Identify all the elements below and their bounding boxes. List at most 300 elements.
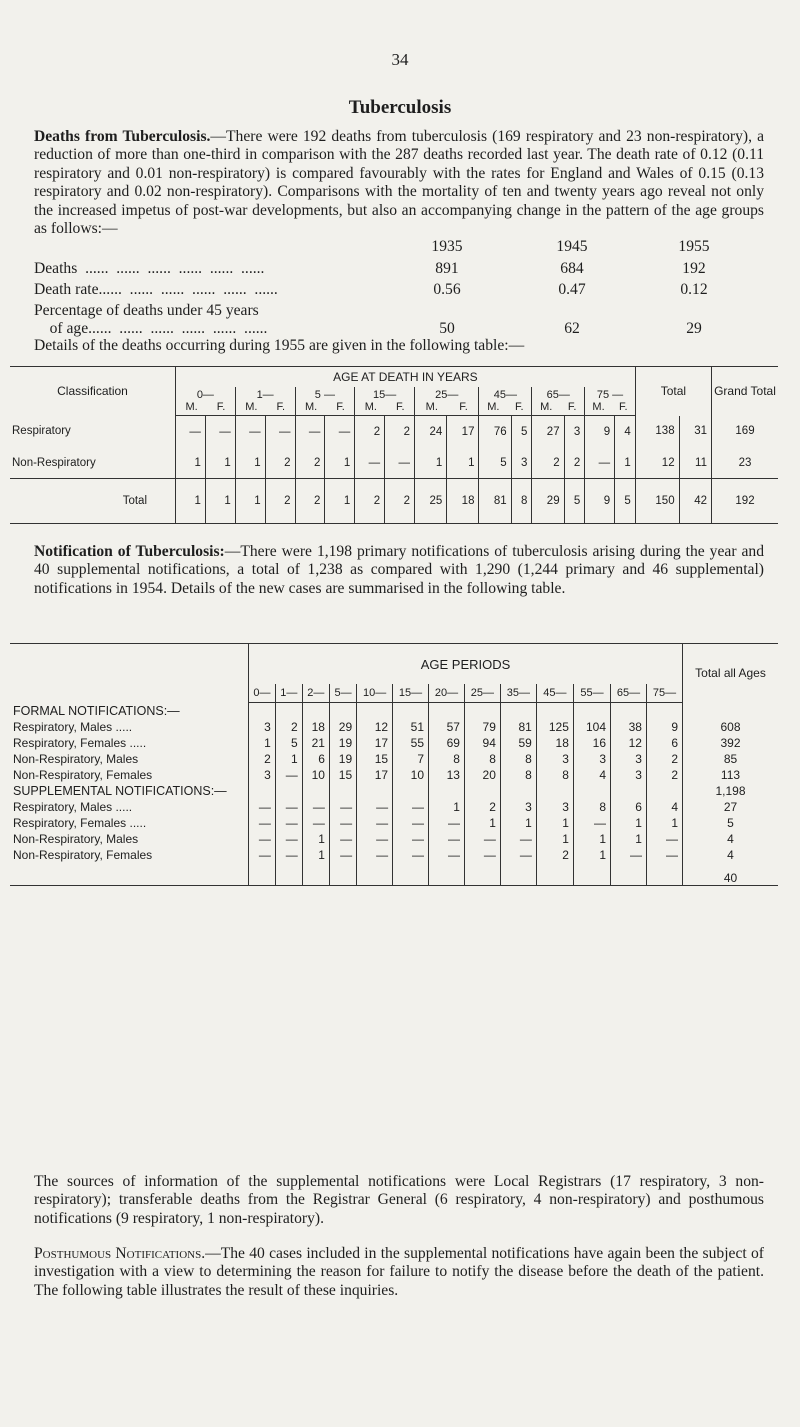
year-heading: 1935 — [431, 238, 463, 255]
table-cell: 4 — [646, 799, 682, 815]
table-cell: 1 — [611, 815, 647, 831]
table-cell: 1 — [429, 799, 465, 815]
table-cell: 169 — [712, 416, 779, 448]
table-cell: 17 — [357, 767, 393, 783]
age-band-header: 45— — [536, 684, 573, 703]
deaths-paragraph — [34, 128, 764, 238]
row-label: Non-Respiratory — [12, 456, 96, 469]
section-row — [10, 783, 778, 799]
table-cell: — — [205, 416, 235, 448]
empty-cell — [573, 783, 610, 799]
female-label: F. — [459, 401, 468, 413]
empty-cell — [611, 783, 647, 799]
table-cell: 2 — [532, 447, 564, 479]
table-cell: — — [302, 815, 329, 831]
table-cell: 2 — [385, 416, 415, 448]
empty-cell — [329, 703, 356, 720]
empty-cell — [357, 783, 393, 799]
table-cell: 2 — [355, 416, 385, 448]
table-cell: — — [573, 815, 610, 831]
table-cell: — — [249, 847, 276, 863]
table-cell: — — [357, 815, 393, 831]
notifications-table — [10, 643, 778, 886]
age-group-header — [532, 387, 585, 416]
table-row — [10, 447, 778, 479]
table-cell: — — [265, 416, 295, 448]
table-cell: — — [249, 815, 276, 831]
age-group-label: 75 — — [596, 389, 624, 401]
table-cell: 1 — [205, 447, 235, 479]
header-row — [10, 644, 778, 685]
table-cell: 4 — [573, 767, 610, 783]
deaths-text: —There were 192 deaths from tuberculosis (169 respiratory and 23 non-respiratory), a reduction of more than one-third in comparison with the 287 deaths recorded last year. The death rate of 0.12 (0.11 respiratory and 0.01 non-respiratory) is compared favourably with the rates for England and Wales of 0.15 (0.13 respiratory and 0.02 non-respiratory). Comparisons with the mortality of ten and twenty years ago reveal not only the increased impetus of post-war developments, but also an accompanying change in the pattern of the age groups as follows:— — [34, 128, 765, 238]
empty-cell — [302, 783, 329, 799]
table-cell: 27 — [532, 416, 564, 448]
table-cell: 76 — [479, 416, 511, 448]
classification-header: Classification — [57, 384, 128, 399]
notification-paragraph — [34, 543, 764, 598]
empty-cell — [464, 863, 500, 886]
empty-cell — [329, 783, 356, 799]
table-cell: 29 — [532, 479, 564, 524]
age-group-label: 65— — [546, 389, 570, 401]
table-cell: 3 — [564, 416, 585, 448]
table-cell: — — [329, 799, 356, 815]
table-cell: 1 — [325, 479, 355, 524]
table-cell: 1 — [302, 831, 329, 847]
table-cell: 2 — [265, 479, 295, 524]
table-cell: 7 — [393, 751, 429, 767]
table-cell: 5 — [511, 416, 532, 448]
age-band-header: 0— — [249, 684, 276, 703]
table-cell: 16 — [573, 735, 610, 751]
empty-cell — [646, 703, 682, 720]
comparison-value: 0.56 — [433, 281, 461, 298]
deaths-table — [10, 366, 778, 524]
table-row — [10, 847, 778, 863]
table-cell: 9 — [585, 479, 615, 524]
table-cell: 1 — [275, 751, 302, 767]
female-label: F. — [216, 401, 226, 413]
notification-text: —There were 1,198 primary notifications of tuberculosis arising during the year and 40 supplemental notifications, a total of 1,238 as compared with 1,290 (1,244 primary and 46 supplemental) notifications in 1954. Details of the new cases are summarised in the following table. — [34, 543, 765, 597]
row-total: 5 — [683, 815, 779, 831]
table-cell: 18 — [302, 719, 329, 735]
table-cell: — — [611, 847, 647, 863]
row-label: Total — [10, 479, 176, 524]
table-cell: — — [393, 831, 429, 847]
empty-cell — [500, 703, 536, 720]
table-cell: 17 — [357, 735, 393, 751]
age-group-header — [235, 387, 295, 416]
table-cell: — — [249, 831, 276, 847]
table-cell: 42 — [679, 479, 711, 524]
empty-cell — [536, 863, 573, 886]
table-cell: 10 — [302, 767, 329, 783]
empty-cell — [611, 703, 647, 720]
table-row — [10, 767, 778, 783]
table-cell: 1 — [536, 815, 573, 831]
female-label: F. — [336, 401, 345, 413]
table-cell: 2 — [564, 447, 585, 479]
table-cell: 9 — [585, 416, 615, 448]
table-cell: 5 — [275, 735, 302, 751]
age-group-label: 25— — [435, 389, 459, 401]
deaths-heading: Deaths from Tuberculosis. — [34, 128, 211, 145]
empty-cell — [573, 863, 610, 886]
table-cell: 29 — [329, 719, 356, 735]
table-cell: 2 — [536, 847, 573, 863]
table-cell: — — [176, 416, 206, 448]
empty-cell — [393, 703, 429, 720]
table-cell: — — [357, 831, 393, 847]
table-cell: 1 — [611, 831, 647, 847]
table-cell: 18 — [447, 479, 479, 524]
table-cell: 2 — [295, 447, 325, 479]
table-cell: 12 — [357, 719, 393, 735]
posthumous-heading: Posthumous Notifications. — [34, 1245, 206, 1262]
table-cell: 8 — [536, 767, 573, 783]
empty-cell — [536, 703, 573, 720]
table-cell: — — [235, 416, 265, 448]
row-total: 85 — [683, 751, 779, 767]
comparison-years — [34, 238, 764, 258]
male-label: M. — [245, 401, 258, 413]
table-cell: 17 — [447, 416, 479, 448]
sources-paragraph: The sources of information of the supplemental notifications were Local Registrars (17 respiratory, 3 non-respiratory); transferable deaths from the Registrar General (6 respiratory, 4 non-respiratory) and posthumous notifications (9 respiratory, 1 non-respiratory). — [34, 1173, 764, 1227]
table-cell: 81 — [500, 719, 536, 735]
table-cell: 1 — [464, 815, 500, 831]
empty-cell — [536, 783, 573, 799]
table-row — [10, 735, 778, 751]
table-cell: 1 — [415, 447, 447, 479]
age-band-header: 20— — [429, 684, 465, 703]
table-cell: — — [329, 847, 356, 863]
table-cell: 18 — [536, 735, 573, 751]
header-row — [10, 367, 778, 388]
comparison-value: 50 — [439, 320, 455, 337]
table-cell: 1 — [235, 447, 265, 479]
table-cell: 94 — [464, 735, 500, 751]
sex-labels — [479, 401, 531, 413]
table-cell: 192 — [712, 479, 779, 524]
table-cell: 1 — [325, 447, 355, 479]
table-cell: 2 — [249, 751, 276, 767]
table-cell: — — [355, 447, 385, 479]
table-cell: 1 — [176, 447, 206, 479]
comparison-row — [34, 281, 764, 301]
table-cell: — — [500, 847, 536, 863]
table-cell: 1 — [536, 831, 573, 847]
table-cell: — — [429, 831, 465, 847]
female-label: F. — [619, 401, 628, 413]
table-cell: 8 — [429, 751, 465, 767]
age-band-header: 10— — [357, 684, 393, 703]
table-row — [10, 799, 778, 815]
table-cell: 3 — [249, 767, 276, 783]
table-cell: 8 — [500, 751, 536, 767]
sex-labels — [585, 401, 635, 413]
empty-cell — [249, 703, 276, 720]
table-cell: — — [275, 847, 302, 863]
table-cell: 2 — [385, 479, 415, 524]
posthumous-paragraph — [34, 1245, 764, 1300]
total-all-ages-header: Total all Ages — [683, 644, 779, 703]
male-label: M. — [540, 401, 553, 413]
row-total: 4 — [683, 831, 779, 847]
table-cell: 6 — [646, 735, 682, 751]
row-label: Non-Respiratory, Males — [13, 832, 139, 846]
table-cell: 4 — [615, 416, 636, 448]
empty-cell — [646, 783, 682, 799]
year-heading: 1955 — [678, 238, 710, 255]
table-cell: — — [464, 831, 500, 847]
table-row — [10, 815, 778, 831]
table-cell: — — [585, 447, 615, 479]
section-total — [683, 703, 779, 720]
comparison-label: Death rate...... ...... ...... ...... ...... ...... — [34, 281, 278, 298]
row-label: Respiratory, Females ..... — [13, 816, 147, 830]
table-cell: 9 — [646, 719, 682, 735]
table-cell: 1 — [615, 447, 636, 479]
empty-cell — [393, 863, 429, 886]
male-label: M. — [304, 401, 318, 413]
table-cell: — — [646, 847, 682, 863]
female-label: F. — [515, 401, 524, 413]
table-cell: 2 — [646, 767, 682, 783]
age-group-label: 45— — [493, 389, 518, 401]
table-cell: 51 — [393, 719, 429, 735]
table-cell: 31 — [679, 416, 711, 448]
empty-cell — [357, 863, 393, 886]
row-label: Respiratory, Males ..... — [13, 800, 133, 814]
table-cell: 3 — [536, 799, 573, 815]
table-cell: 15 — [329, 767, 356, 783]
male-label: M. — [364, 401, 377, 413]
empty-cell — [302, 863, 329, 886]
male-label: M. — [185, 401, 198, 413]
age-band-header: 55— — [573, 684, 610, 703]
table-cell: 3 — [536, 751, 573, 767]
table-cell: 5 — [564, 479, 585, 524]
table-cell: 125 — [536, 719, 573, 735]
table-cell: 5 — [615, 479, 636, 524]
comparison-row — [34, 260, 764, 280]
age-band-header: 65— — [611, 684, 647, 703]
label-header — [10, 644, 249, 703]
table-cell: — — [646, 831, 682, 847]
female-label: F. — [276, 401, 285, 413]
page-number: 34 — [391, 50, 409, 69]
empty-cell — [249, 863, 276, 886]
age-group-header — [585, 387, 636, 416]
page-title: Tuberculosis — [348, 97, 452, 118]
details-line: Details of the deaths occurring during 1955 are given in the following table:— — [34, 337, 525, 354]
table-cell: — — [275, 815, 302, 831]
table-cell: 55 — [393, 735, 429, 751]
table-cell: 20 — [464, 767, 500, 783]
table-cell: 6 — [611, 799, 647, 815]
row-total: 392 — [683, 735, 779, 751]
empty-cell — [329, 863, 356, 886]
sex-labels — [236, 401, 295, 413]
age-band-header: 75— — [646, 684, 682, 703]
age-group-header — [479, 387, 532, 416]
table-cell: 15 — [357, 751, 393, 767]
table-cell: 1 — [205, 479, 235, 524]
section-heading: FORMAL NOTIFICATIONS:— — [13, 703, 180, 718]
table-cell: 3 — [573, 751, 610, 767]
table-cell: 2 — [275, 719, 302, 735]
empty-cell — [500, 863, 536, 886]
table-cell: — — [329, 831, 356, 847]
table-cell: — — [429, 815, 465, 831]
table-cell: — — [393, 847, 429, 863]
male-label: M. — [487, 401, 500, 413]
table-cell: — — [325, 416, 355, 448]
sex-labels — [415, 401, 478, 413]
age-band-header: 5— — [329, 684, 356, 703]
age-group-label: 1— — [256, 389, 274, 401]
table-cell: 81 — [479, 479, 511, 524]
table-cell: 8 — [573, 799, 610, 815]
empty-cell — [464, 783, 500, 799]
empty-cell — [429, 783, 465, 799]
female-label: F. — [395, 401, 405, 413]
table-cell: 138 — [635, 416, 679, 448]
table-cell: 12 — [635, 447, 679, 479]
notification-heading: Notification of Tuberculosis: — [34, 543, 225, 560]
table-cell: 57 — [429, 719, 465, 735]
table-cell: 3 — [500, 799, 536, 815]
comparison-label: of age...... ...... ...... ...... ...... ...... — [34, 320, 268, 337]
age-band-header: 1— — [275, 684, 302, 703]
age-periods-header: AGE PERIODS — [249, 644, 683, 685]
grand-total-header: Grand Total — [712, 367, 779, 416]
table-cell: 8 — [511, 479, 532, 524]
table-cell: 2 — [295, 479, 325, 524]
table-cell: — — [357, 847, 393, 863]
comparison-row — [34, 302, 764, 322]
male-label: M. — [425, 401, 438, 413]
table-cell: — — [329, 815, 356, 831]
age-band-header: 2— — [302, 684, 329, 703]
year-heading: 1945 — [556, 238, 588, 255]
table-cell: 5 — [479, 447, 511, 479]
row-total: 4 — [683, 847, 779, 863]
table-cell: — — [295, 416, 325, 448]
blank-label — [10, 863, 249, 886]
table-cell: 3 — [511, 447, 532, 479]
empty-cell — [275, 783, 302, 799]
table-row — [10, 751, 778, 767]
age-group-header — [176, 387, 236, 416]
age-band-header: 25— — [464, 684, 500, 703]
comparison-value: 29 — [686, 320, 702, 337]
table-cell: — — [393, 799, 429, 815]
sex-labels — [532, 401, 584, 413]
row-total: 608 — [683, 719, 779, 735]
comparison-value: 891 — [435, 260, 459, 277]
table-cell: — — [385, 447, 415, 479]
age-band-header: 15— — [393, 684, 429, 703]
table-row — [10, 416, 778, 448]
table-cell: 69 — [429, 735, 465, 751]
table-cell: 3 — [249, 719, 276, 735]
table-cell: — — [393, 815, 429, 831]
table-cell: 1 — [447, 447, 479, 479]
sex-labels — [176, 401, 235, 413]
row-label: Respiratory, Males ..... — [13, 720, 133, 734]
empty-cell — [302, 703, 329, 720]
table-cell: — — [302, 799, 329, 815]
table-cell: 12 — [611, 735, 647, 751]
sex-labels — [355, 401, 414, 413]
table-cell: 150 — [635, 479, 679, 524]
row-label: Respiratory — [12, 425, 71, 438]
table-row — [10, 719, 778, 735]
table-cell: 2 — [464, 799, 500, 815]
table-cell: 24 — [415, 416, 447, 448]
empty-cell — [357, 703, 393, 720]
table-cell: 104 — [573, 719, 610, 735]
table-cell: 2 — [646, 751, 682, 767]
table-cell: 8 — [500, 767, 536, 783]
table-cell: 38 — [611, 719, 647, 735]
empty-cell — [611, 863, 647, 886]
table-cell: — — [275, 831, 302, 847]
row-total: 27 — [683, 799, 779, 815]
grand-total-row — [10, 863, 778, 886]
table-cell: 1 — [646, 815, 682, 831]
table-cell: 10 — [393, 767, 429, 783]
comparison-value: 62 — [564, 320, 580, 337]
row-label: Non-Respiratory, Males — [13, 752, 139, 766]
sex-labels — [296, 401, 355, 413]
table-cell: 8 — [464, 751, 500, 767]
table-cell: 1 — [302, 847, 329, 863]
age-group-header — [295, 387, 355, 416]
table-cell: 13 — [429, 767, 465, 783]
supplemental-total: 40 — [683, 863, 779, 886]
table-cell: 1 — [249, 735, 276, 751]
row-label: Non-Respiratory, Females — [13, 768, 153, 782]
comparison-label: Percentage of deaths under 45 years — [34, 302, 259, 319]
empty-cell — [249, 783, 276, 799]
age-group-header — [355, 387, 415, 416]
table-cell: 21 — [302, 735, 329, 751]
row-total: 113 — [683, 767, 779, 783]
table-cell: 6 — [302, 751, 329, 767]
table-cell: 1 — [573, 831, 610, 847]
male-label: M. — [592, 401, 605, 413]
table-cell: 3 — [611, 767, 647, 783]
table-cell: 11 — [679, 447, 711, 479]
empty-cell — [275, 703, 302, 720]
age-group-label: 15— — [373, 389, 397, 401]
table-cell: 1 — [176, 479, 206, 524]
table-cell: 23 — [712, 447, 779, 479]
comparison-label: Deaths ...... ...... ...... ...... ...... ...... — [34, 260, 265, 277]
comparison-value: 0.47 — [558, 281, 586, 298]
empty-cell — [464, 703, 500, 720]
age-group-label: 5 — — [314, 389, 335, 401]
total-header: Total — [635, 367, 711, 416]
section-total: 1,198 — [683, 783, 779, 799]
posthumous-text: —The 40 cases included in the supplemental notifications have again been the subject of investigation with a view to determining the reason for failure to notify the disease before the death of the patient. The following table illustrates the result of these inquiries. — [34, 1245, 764, 1299]
section-heading: SUPPLEMENTAL NOTIFICATIONS:— — [13, 784, 227, 798]
table-cell: — — [464, 847, 500, 863]
empty-cell — [429, 703, 465, 720]
